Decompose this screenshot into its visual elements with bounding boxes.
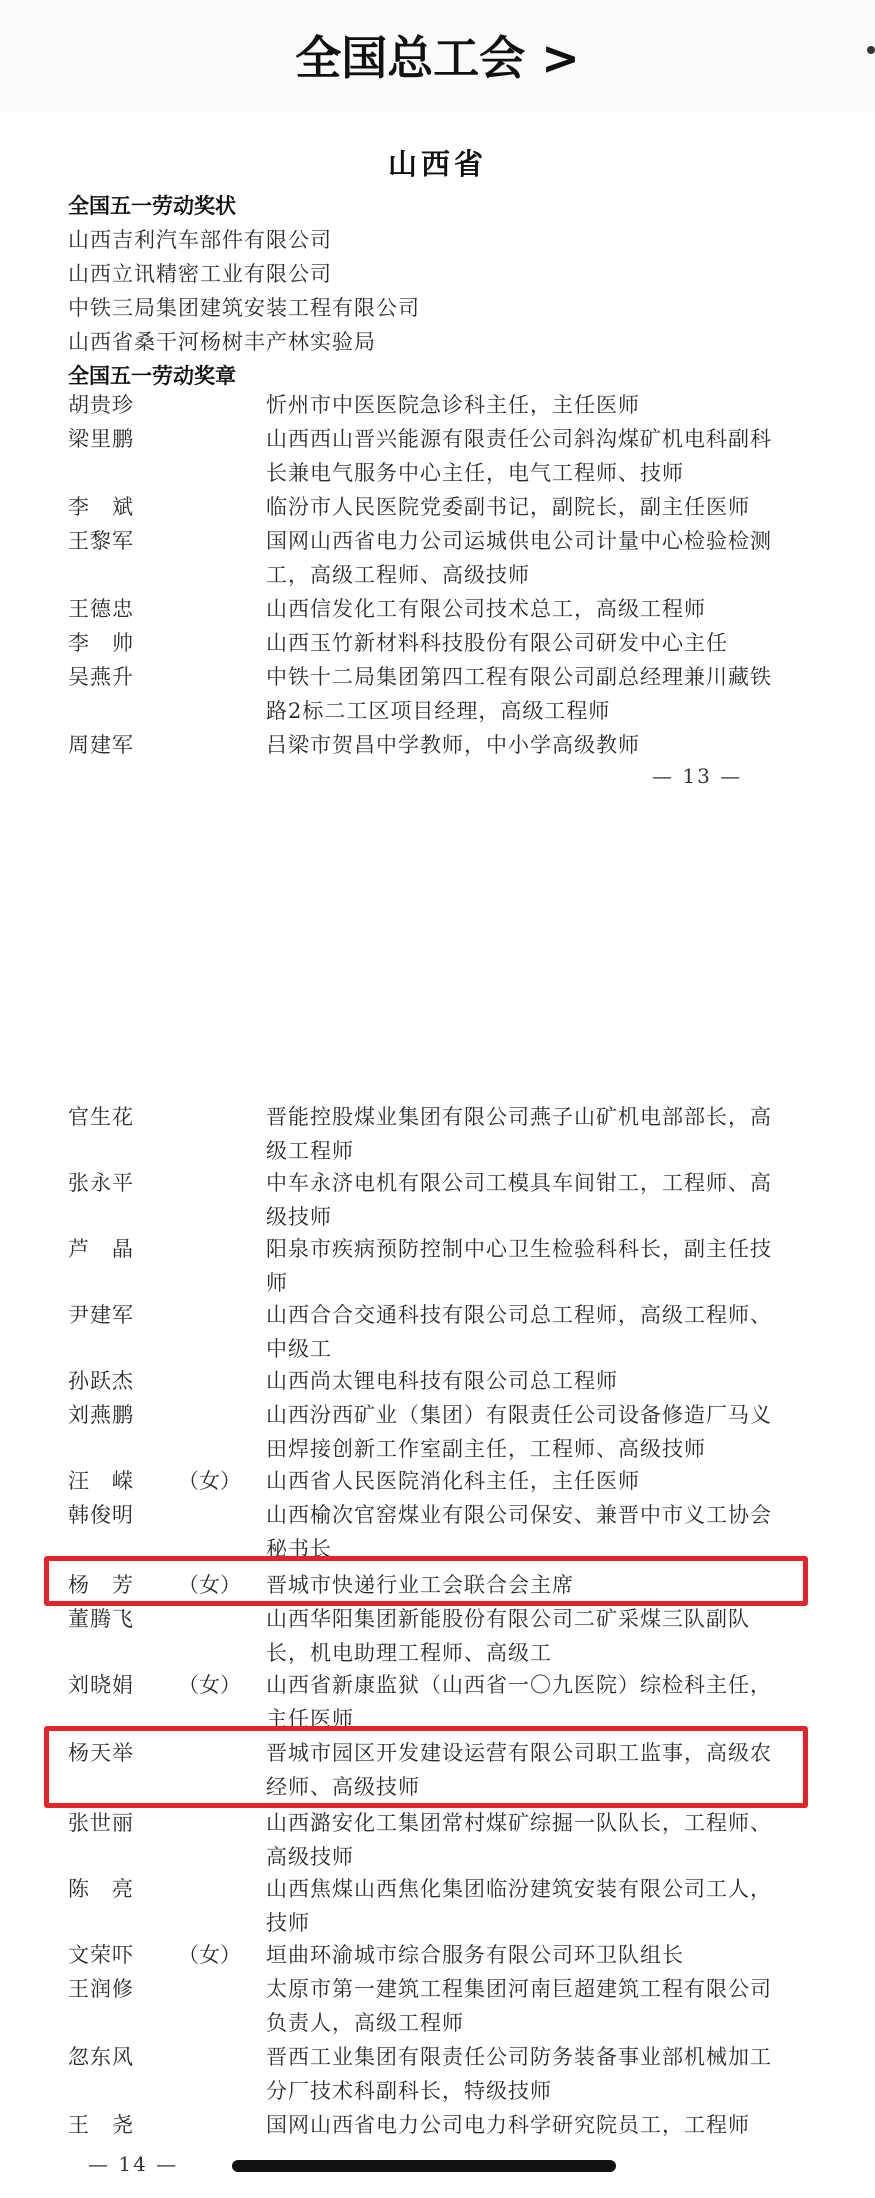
honoree-gender: （女）	[178, 1573, 241, 1597]
page-number: — 14 —	[88, 2152, 179, 2176]
honoree-gender: （女）	[178, 1469, 241, 1493]
honoree-name: 吴燕升	[68, 665, 134, 689]
honoree-gender: （女）	[178, 1673, 241, 1697]
honoree-name: 胡贵珍	[68, 393, 134, 417]
award-org: 山西立讯精密工业有限公司	[68, 262, 332, 286]
document-page-14	[0, 1060, 875, 2198]
honoree-name: 孙跃杰	[68, 1369, 134, 1393]
honoree-name: 李 帅	[68, 631, 134, 655]
honoree-description: 垣曲环渝城市综合服务有限公司环卫队组长	[266, 1943, 684, 1967]
honoree-description: 山西潞安化工集团常村煤矿综掘一队队长，工程师、高级技师	[266, 1811, 772, 1869]
honoree-name: 董腾飞	[68, 1607, 134, 1631]
honoree-name: 王润修	[68, 1977, 134, 2001]
honoree-description: 晋城市快递行业工会联合会主席	[266, 1573, 574, 1597]
award-org: 山西吉利汽车部件有限公司	[68, 228, 332, 252]
home-indicator-bar[interactable]	[232, 2160, 616, 2172]
honoree-name: 官生花	[68, 1105, 134, 1129]
honoree-name: 刘燕鹏	[68, 1403, 134, 1427]
honoree-description: 晋能控股煤业集团有限公司燕子山矿机电部部长，高级工程师	[266, 1105, 772, 1163]
honoree-description: 山西尚太锂电科技有限公司总工程师	[266, 1369, 618, 1393]
section-heading-award-certificate: 全国五一劳动奖状	[68, 194, 236, 218]
highlight-box-yang-tianju	[44, 1726, 808, 1808]
honoree-description: 中车永济电机有限公司工模具车间钳工，工程师、高级技师	[266, 1171, 772, 1229]
honoree-description: 山西西山晋兴能源有限责任公司斜沟煤矿机电科副科长兼电气服务中心主任，电气工程师、技师	[266, 427, 772, 485]
honoree-name: 汪 嵘	[68, 1469, 134, 1493]
honoree-description: 山西信发化工有限公司技术总工，高级工程师	[266, 597, 706, 621]
honoree-description: 山西玉竹新材料科技股份有限公司研发中心主任	[266, 631, 728, 655]
honoree-description: 山西榆次官窑煤业有限公司保安、兼晋中市义工协会秘书长	[266, 1503, 772, 1561]
honoree-description: 国网山西省电力公司运城供电公司计量中心检验检测工，高级工程师、高级技师	[266, 529, 772, 587]
honoree-name: 陈 亮	[68, 1877, 134, 1901]
honoree-description: 国网山西省电力公司电力科学研究院员工，工程师	[266, 2113, 750, 2137]
honoree-description: 山西合合交通科技有限公司总工程师，高级工程师、中级工	[266, 1303, 772, 1361]
honoree-description: 山西华阳集团新能股份有限公司二矿采煤三队副队长，机电助理工程师、高级工	[266, 1607, 750, 1665]
app-header	[0, 0, 875, 113]
honoree-name: 张永平	[68, 1171, 134, 1195]
honoree-description: 阳泉市疾病预防控制中心卫生检验科科长，副主任技师	[266, 1237, 772, 1295]
honoree-description: 山西焦煤山西焦化集团临汾建筑安装有限公司工人，技师	[266, 1877, 772, 1935]
honoree-name: 周建军	[68, 733, 134, 757]
document-page-13	[0, 112, 875, 1000]
account-title-link[interactable]: 全国总工会 >	[295, 31, 580, 85]
honoree-name: 芦 晶	[68, 1237, 134, 1261]
honoree-description: 临汾市人民医院党委副书记，副院长，副主任医师	[266, 495, 750, 519]
honoree-name: 李 斌	[68, 495, 134, 519]
honoree-name: 刘晓娟	[68, 1673, 134, 1697]
honoree-description: 太原市第一建筑工程集团河南巨超建筑工程有限公司负责人，高级工程师	[266, 1977, 772, 2035]
honoree-description: 山西汾西矿业（集团）有限责任公司设备修造厂马义田焊接创新工作室副主任，工程师、高级技师	[266, 1403, 772, 1461]
honoree-name: 王德忠	[68, 597, 134, 621]
honoree-description: 晋城市园区开发建设运营有限公司职工监事，高级农经师、高级技师	[266, 1741, 772, 1799]
honoree-name: 王黎军	[68, 529, 134, 553]
honoree-description: 中铁十二局集团第四工程有限公司副总经理兼川藏铁路2标二工区项目经理，高级工程师	[266, 665, 772, 723]
award-org: 山西省桑干河杨树丰产林实验局	[68, 330, 376, 354]
honoree-name: 文荣吓	[68, 1943, 134, 1967]
page-gap	[0, 1000, 875, 1060]
honoree-name: 杨天举	[68, 1741, 134, 1765]
honoree-gender: （女）	[178, 1943, 241, 1967]
honoree-description: 吕梁市贺昌中学教师，中小学高级教师	[266, 733, 640, 757]
honoree-description: 晋西工业集团有限责任公司防务装备事业部机械加工分厂技术科副科长，特级技师	[266, 2045, 772, 2103]
province-title: 山西省	[387, 147, 487, 181]
page-number: — 13 —	[652, 764, 743, 788]
honoree-name: 尹建军	[68, 1303, 134, 1327]
honoree-name: 杨 芳	[68, 1573, 134, 1597]
honoree-name: 梁里鹏	[68, 427, 134, 451]
honoree-name: 韩俊明	[68, 1503, 134, 1527]
section-heading-medal: 全国五一劳动奖章	[68, 364, 236, 388]
highlight-box-yang-fang	[44, 1556, 808, 1606]
honoree-description: 山西省新康监狱（山西省一〇九医院）综检科主任，主任医师	[266, 1673, 772, 1731]
honoree-name: 张世丽	[68, 1811, 134, 1835]
honoree-name: 忽东风	[68, 2045, 134, 2069]
award-org: 中铁三局集团建筑安装工程有限公司	[68, 296, 420, 320]
honoree-description: 忻州市中医医院急诊科主任，主任医师	[266, 393, 640, 417]
honoree-description: 山西省人民医院消化科主任，主任医师	[266, 1469, 640, 1493]
more-dot-icon[interactable]	[867, 46, 875, 54]
honoree-name: 王 尧	[68, 2113, 134, 2137]
